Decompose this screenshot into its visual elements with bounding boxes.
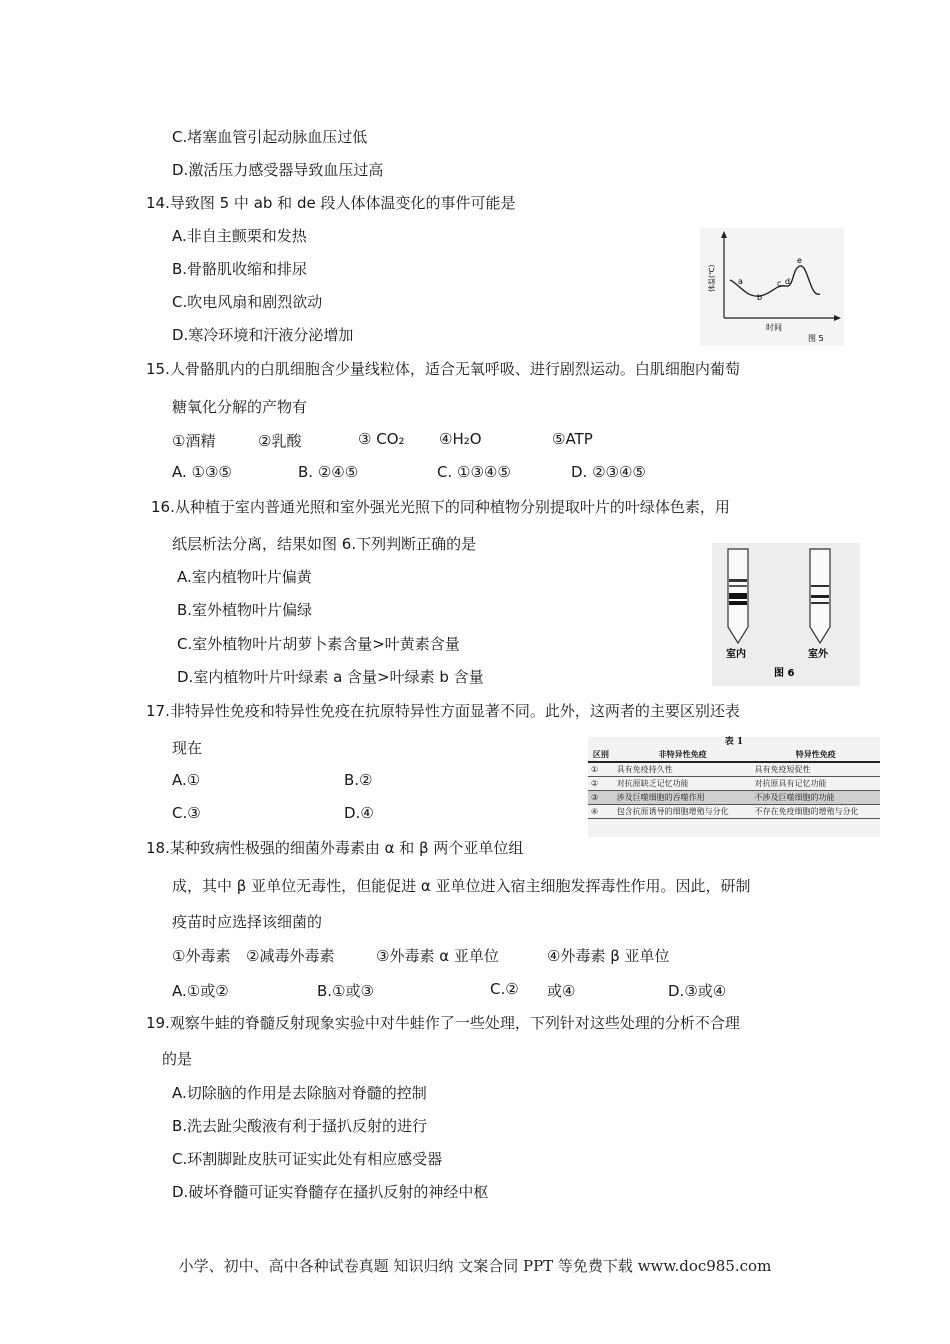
- table-cell: 对抗原具有记忆功能: [752, 777, 881, 791]
- table-cell: ④: [588, 805, 614, 819]
- q16-stem-line1: 16.从种植于室内普通光照和室外强光光照下的同种植物分别提取叶片的叶绿体色素，用: [151, 498, 730, 516]
- q18-option-a: A.①或②: [172, 982, 229, 1000]
- figure-6-outdoor-band-2: [811, 595, 829, 598]
- q19-option-b: B.洗去趾尖酸液有利于搔扒反射的进行: [172, 1117, 428, 1135]
- figure-6-indoor-band-1: [729, 579, 747, 582]
- table-cell: 对抗原缺乏记忆功能: [614, 777, 752, 791]
- table-1-title: 表 1: [724, 737, 744, 747]
- q18-item-4: ④外毒素 β 亚单位: [547, 947, 670, 965]
- figure-6-chromatography: [712, 543, 860, 686]
- q14-option-d: D.寒冷环境和汗液分泌增加: [172, 326, 354, 344]
- table-row: [588, 777, 880, 791]
- q14-option-a: A.非自主颤栗和发热: [172, 227, 307, 245]
- q16-option-a: A.室内植物叶片偏黄: [177, 568, 312, 586]
- q13-option-d: D.激活压力感受器导致血压过高: [172, 161, 384, 179]
- table-cell: 具有免疫持久性: [614, 762, 752, 777]
- q18-option-c: C.②: [490, 980, 519, 998]
- q15-item-4: ④H₂O: [439, 430, 482, 448]
- q16-stem-line2: 纸层析法分离，结果如图 6.下列判断正确的是: [172, 535, 477, 553]
- table-cell: 不涉及巨噬细胞的功能: [752, 791, 881, 805]
- q15-option-b: B. ②④⑤: [298, 463, 359, 481]
- q17-stem-line2: 现在: [172, 739, 203, 757]
- figure-6-indoor-band-3: [729, 593, 747, 599]
- table-1-header-cell: 特异性免疫: [752, 748, 881, 762]
- table-cell: 包含抗原诱导的细胞增殖与分化: [614, 805, 752, 819]
- figure-6-outdoor-band-1: [811, 585, 829, 587]
- figure-5-xlabel: 时间: [766, 323, 782, 332]
- table-cell: ①: [588, 762, 614, 777]
- figure-5-y-arrow: [721, 231, 727, 238]
- q18-option-c-cont: 或④: [547, 982, 576, 1000]
- table-cell: ③: [588, 791, 614, 805]
- q15-stem-line2: 糖氧化分解的产物有: [172, 398, 308, 416]
- q18-item-3: ③外毒素 α 亚单位: [376, 947, 499, 965]
- q15-stem-line1: 15.人骨骼肌内的白肌细胞含少量线粒体，适合无氧呼吸、进行剧烈运动。白肌细胞内葡萄: [146, 360, 740, 378]
- q15-option-a: A. ①③⑤: [172, 463, 232, 481]
- q15-item-1: ①酒精: [172, 432, 216, 450]
- q18-option-d: D.③或④: [668, 982, 727, 1000]
- q14-option-b: B.骨骼肌收缩和排尿: [172, 260, 308, 278]
- q14-stem: 14.导致图 5 中 ab 和 de 段人体体温变化的事件可能是: [146, 194, 516, 212]
- q17-option-c: C.③: [172, 804, 201, 822]
- figure-6-svg: [712, 543, 860, 686]
- q19-option-c: C.环割脚趾皮肤可证实此处有相应感受器: [172, 1150, 443, 1168]
- figure-5-point-a: a: [738, 277, 743, 286]
- table-cell: 不存在免疫细胞的增殖与分化: [752, 805, 881, 819]
- table-cell: 具有免疫短促性: [752, 762, 881, 777]
- figure-6-indoor-band-4: [729, 601, 747, 605]
- figure-5-ylabel: 体温(℃): [708, 264, 716, 292]
- q19-option-d: D.破坏脊髓可证实脊髓存在搔扒反射的神经中枢: [172, 1183, 489, 1201]
- figure-5-caption: 图 5: [808, 334, 824, 343]
- q17-option-a: A.①: [172, 771, 201, 789]
- table-1: [588, 737, 880, 837]
- q15-option-d: D. ②③④⑤: [571, 463, 646, 481]
- figure-5-point-b: b: [757, 293, 763, 302]
- table-1-header: [588, 748, 880, 762]
- figure-5-point-c: c: [777, 279, 782, 288]
- figure-6-caption: 图 6: [774, 668, 795, 679]
- q19-stem-line1: 19.观察牛蛙的脊髓反射现象实验中对牛蛙作了一些处理，下列针对这些处理的分析不合理: [146, 1014, 740, 1032]
- q15-item-3: ③ CO₂: [358, 430, 405, 448]
- q15-item-5: ⑤ATP: [552, 430, 593, 448]
- table-row: [588, 762, 880, 777]
- q13-option-c: C.堵塞血管引起动脉血压过低: [172, 128, 368, 146]
- figure-5-curve: [730, 266, 820, 296]
- q17-option-d: D.④: [344, 804, 374, 822]
- figure-6-label-indoor: 室内: [726, 649, 746, 660]
- q18-option-b: B.①或③: [317, 982, 374, 1000]
- figure-5-temperature-curve: [700, 228, 844, 346]
- figure-6-indoor-band-2: [729, 585, 747, 587]
- q19-stem-line2: 的是: [162, 1050, 193, 1068]
- q18-item-1: ①外毒素: [172, 947, 231, 965]
- q15-item-2: ②乳酸: [258, 432, 302, 450]
- q16-option-c: C.室外植物叶片胡萝卜素含量>叶黄素含量: [177, 635, 460, 653]
- q17-stem-line1: 17.非特异性免疫和特异性免疫在抗原特异性方面显著不同。此外，这两者的主要区别还表: [146, 702, 740, 720]
- figure-5-x-arrow: [834, 315, 841, 321]
- figure-5-point-d: d: [785, 277, 791, 286]
- q18-stem-line2: 成，其中 β 亚单位无毒性，但能促进 α 亚单位进入宿主细胞发挥毒性作用。因此，研制: [172, 877, 751, 895]
- q19-option-a: A.切除脑的作用是去除脑对脊髓的控制: [172, 1084, 427, 1102]
- figure-6-label-outdoor: 室外: [808, 649, 828, 660]
- q17-option-b: B.②: [344, 771, 373, 789]
- figure-5-point-e: e: [797, 256, 802, 265]
- table-1-grid: [588, 748, 880, 819]
- table-1-header-cell: 区别: [588, 748, 614, 762]
- table-row: [588, 791, 880, 805]
- q18-stem-line3: 疫苗时应选择该细菌的: [172, 913, 323, 931]
- q16-option-b: B.室外植物叶片偏绿: [177, 601, 313, 619]
- page-footer: 小学、初中、高中各种试卷真题 知识归纳 文案合同 PPT 等免费下载 www.doc985.com: [178, 1257, 772, 1275]
- figure-6-outdoor-band-3: [811, 602, 829, 604]
- q16-option-d: D.室内植物叶片叶绿素 a 含量>叶绿素 b 含量: [177, 668, 484, 686]
- q15-option-c: C. ①③④⑤: [437, 463, 511, 481]
- table-row: [588, 805, 880, 819]
- table-1-header-cell: 非特异性免疫: [614, 748, 752, 762]
- table-cell: 涉及巨噬细胞的吞噬作用: [614, 791, 752, 805]
- figure-5-svg: [700, 228, 844, 346]
- q18-stem-line1: 18.某种致病性极强的细菌外毒素由 α 和 β 两个亚单位组: [146, 839, 524, 857]
- table-cell: ②: [588, 777, 614, 791]
- q18-item-2: ②减毒外毒素: [246, 947, 335, 965]
- q14-option-c: C.吹电风扇和剧烈欲动: [172, 293, 323, 311]
